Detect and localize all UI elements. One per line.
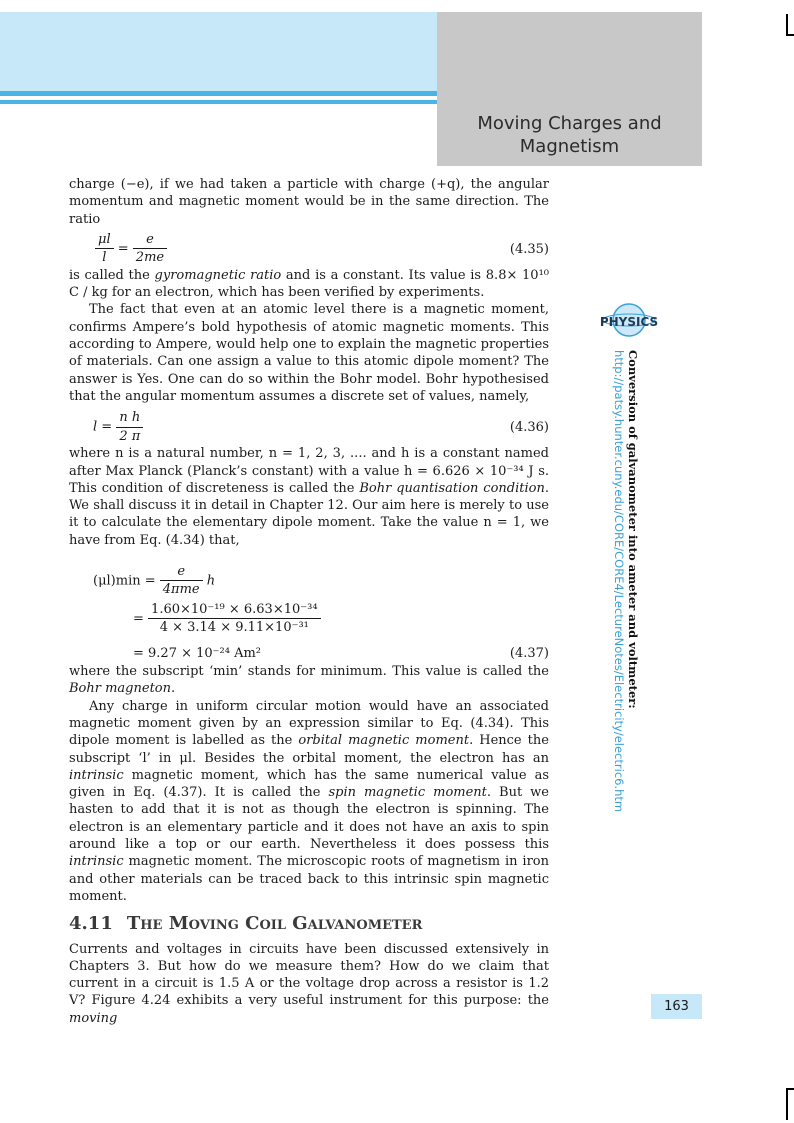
text: and is a constant. Its value is 8.8× 10¹⁰ C / kg for an electron, which has been verified by experiments. — [69, 267, 550, 301]
section-number: 4.11 — [69, 913, 113, 935]
crop-mark — [786, 1090, 788, 1120]
fraction — [116, 409, 143, 445]
section-title: The Moving Coil Galvanometer — [126, 913, 423, 935]
paragraph: charge (−e), if we had taken a particle with charge (+q), the angular momentum and magnetic moment would be in the same direction. The ratio — [69, 177, 549, 227]
text: is called the — [69, 267, 155, 283]
planck-constant: h — [206, 573, 216, 589]
equation-lhs: l = — [93, 419, 113, 435]
paragraph — [69, 941, 549, 1027]
text: Currents and voltages in circuits have been discussed extensively in Chapters 3. But how do we measure them? How do we claim that current in a circuit is 1.5 A or the voltage drop across a resistor is 1.2 V? Figure 4.24 exhibits a very useful instrument for this purpose: the — [69, 941, 549, 1009]
term: intrinsic — [69, 854, 124, 870]
physics-logo-text: PHYSICS — [600, 315, 658, 329]
equation-lhs: (μl)min = — [93, 573, 156, 589]
term: spin magnetic moment — [328, 785, 487, 801]
numerator: e — [133, 231, 167, 249]
text: . — [171, 681, 176, 697]
text: where the subscript ‘min’ stands for minimum. This value is called the — [69, 664, 549, 680]
fraction — [133, 231, 167, 267]
equals-sign: = — [133, 611, 144, 627]
text: . Hence the subscript ‘l’ in μl. Besides the orbital moment, the electron has an — [69, 733, 549, 766]
equation-result: = 9.27 × 10⁻²⁴ Am² — [133, 646, 262, 662]
physics-logo — [600, 302, 658, 340]
fraction — [95, 231, 114, 267]
equals-sign: = — [117, 241, 129, 257]
equation-number: (4.37) — [509, 646, 549, 662]
page-body — [69, 176, 549, 1027]
text: Any charge in uniform circular motion would have an associated magnetic moment given by an expression similar to Eq. (4.34). This dipole moment is labelled as the — [69, 698, 549, 749]
header-stripe — [0, 100, 437, 104]
paragraph — [69, 663, 549, 698]
numerator: μl — [95, 231, 114, 249]
crop-mark — [786, 1088, 794, 1090]
text: magnetic moment, which has the same numerical value as given in Eq. (4.37). It is called the — [69, 767, 549, 801]
fraction — [148, 601, 321, 637]
chapter-title: Moving Charges and Magnetism — [477, 113, 662, 157]
equation-4-37 — [93, 555, 549, 663]
term: orbital magnetic moment — [298, 733, 470, 749]
equation-line — [133, 601, 321, 637]
denominator: 2me — [135, 250, 165, 266]
paragraph — [69, 698, 549, 906]
crop-mark — [786, 34, 794, 36]
numerator: 1.60×10⁻¹⁹ × 6.63×10⁻³⁴ — [148, 601, 321, 619]
equation-4-35 — [95, 231, 549, 265]
fraction — [160, 563, 203, 599]
denominator: 4πme — [162, 582, 200, 598]
paragraph — [69, 445, 549, 549]
numerator: e — [160, 563, 203, 581]
equation-number: (4.35) — [509, 241, 549, 257]
text: where n is a natural number, n = 1, 2, 3, .... and h is a constant named after Max Planck (Planck’s constant) with a value h = 6.626 × 10⁻³⁴ J s. This condition of discreteness is called the — [69, 446, 549, 496]
equation-line — [93, 563, 215, 599]
crop-mark — [786, 14, 788, 36]
equation-4-36 — [93, 409, 549, 443]
term: Bohr quantisation condition — [359, 480, 545, 496]
text: . We shall discuss it in detail in Chapter 12. Our aim here is merely to use it to calculate the elementary dipole moment. Take the value n = 1, we have from Eq. (4.34) that, — [69, 480, 549, 548]
denominator: 2 π — [119, 428, 141, 444]
term: intrinsic — [69, 767, 124, 783]
term: gyromagnetic ratio — [154, 267, 282, 283]
sidebar-note-link[interactable]: http://patsy.hunter.cuny.edu/CORE/CORE4/LectureNotes/Electricity/electric6.htm — [612, 350, 626, 813]
sidebar-note — [612, 350, 640, 812]
section-heading — [69, 913, 549, 935]
header-stripe — [0, 91, 437, 96]
equation-number: (4.36) — [509, 420, 549, 436]
numerator: n h — [116, 409, 143, 427]
paragraph — [69, 267, 549, 302]
term: moving — [69, 1010, 118, 1026]
denominator: 4 × 3.14 × 9.11×10⁻³¹ — [159, 620, 309, 636]
denominator: l — [102, 250, 107, 266]
sidebar-note-title: Conversion of galvanometer into ameter and voltmeter: — [626, 350, 640, 709]
page-number: 163 — [651, 994, 702, 1019]
paragraph: The fact that even at an atomic level there is a magnetic moment, confirms Ampere’s bold hypothesis of atomic magnetic moments. This according to Ampere, would help one to explain the magnetic properties of materials. Can one assign a value to this atomic dipole moment? The answer is Yes. One can do so within the Bohr model. Bohr hypothesised that the angular momentum assumes a discrete set of values, namely, — [69, 302, 549, 404]
text: magnetic moment. The microscopic roots of magnetism in iron and other materials can be traced back to this intrinsic spin magnetic moment. — [69, 854, 549, 904]
text: . But we hasten to add that it is not as though the electron is spinning. The electron is an elementary particle and it does not have an axis to spin around like a top or our earth. Nevertheless it does possess this — [69, 785, 550, 853]
term: Bohr magneton — [69, 681, 171, 697]
